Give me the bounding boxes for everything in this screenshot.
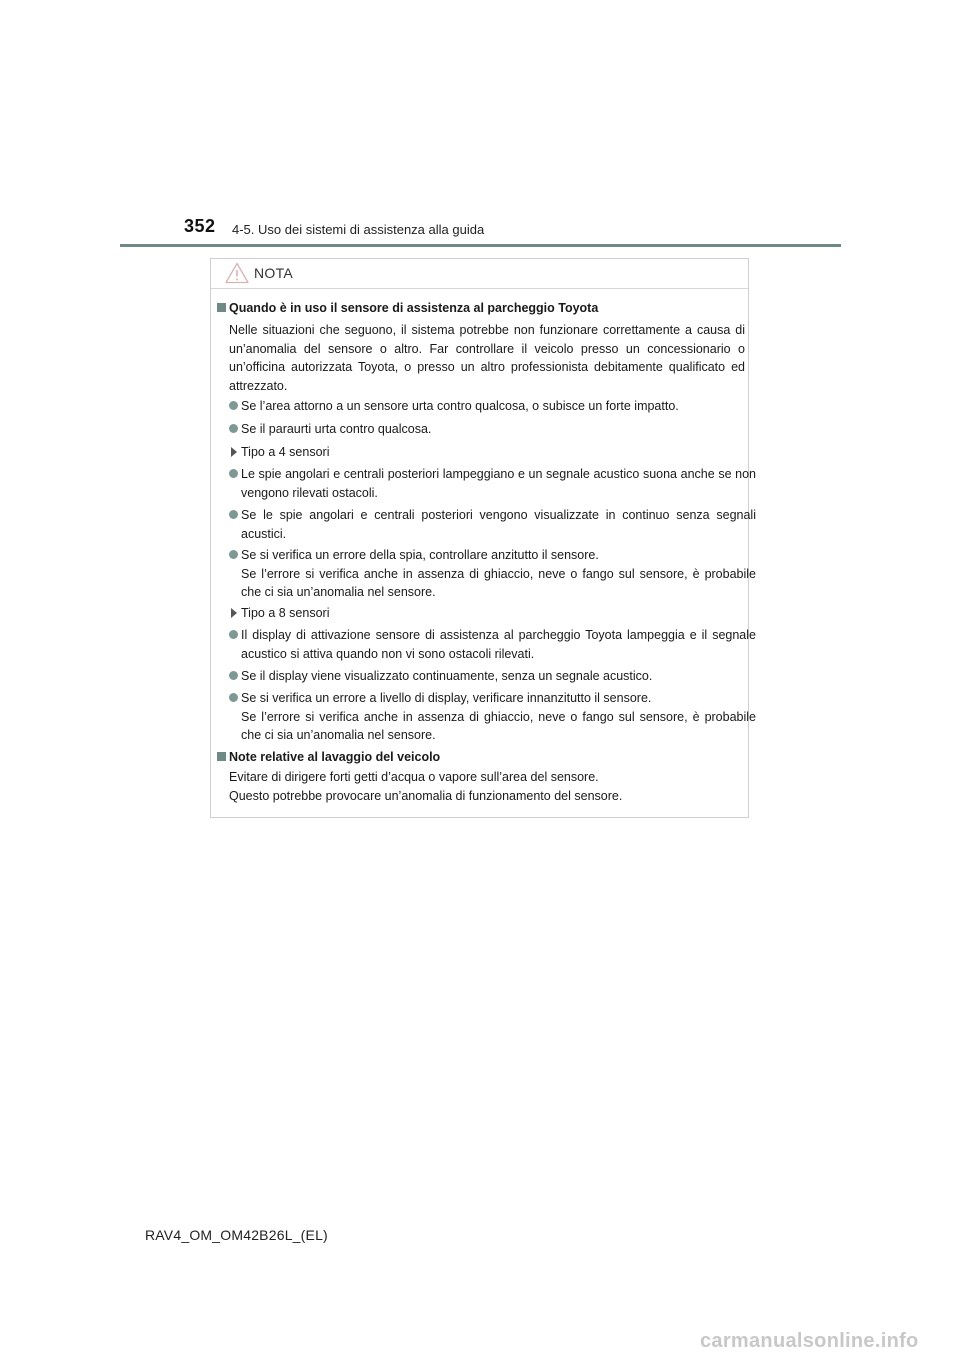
- list-item: Se l’area attorno a un sensore urta contro qualcosa, o subisce un forte impatto.: [229, 397, 756, 416]
- nota-header: [211, 259, 748, 289]
- section-1-title: Quando è in uso il sensore di assistenza al parcheggio Toyota: [217, 299, 745, 317]
- list-item: Le spie angolari e centrali posteriori lampeggiano e un segnale acustico suona anche se non vengono rilevati ostacoli.: [229, 465, 756, 502]
- nota-label: NOTA: [254, 265, 294, 281]
- bullet-dot-icon: [229, 401, 238, 410]
- list-item: Se si verifica un errore a livello di display, verificare innanzitutto il sensore. Se l’errore si verifica anche in assenza di ghiaccio, neve o fango sul sensore, è probabile che ci sia un’anomalia nel sensore.: [229, 689, 756, 745]
- manual-code: RAV4_OM_OM42B26L_(EL): [145, 1227, 328, 1243]
- square-bullet-icon: [217, 303, 226, 312]
- section-1: [217, 299, 745, 395]
- nota-box: [210, 258, 756, 818]
- watermark: carmanualsonline.info: [700, 1330, 919, 1352]
- warning-icon: [225, 262, 249, 284]
- page-number: 352: [184, 216, 216, 236]
- bullet-dot-icon: [229, 424, 238, 433]
- bullet-dot-icon: [229, 550, 238, 559]
- arrow-right-icon: [231, 608, 237, 618]
- list-item: Se si verifica un errore della spia, controllare anzitutto il sensore. Se l’errore si verifica anche in assenza di ghiaccio, neve o fango sul sensore, è probabile che ci sia un’anomalia nel sensore.: [229, 546, 756, 602]
- square-bullet-icon: [217, 752, 226, 761]
- section-2-title: Note relative al lavaggio del veicolo: [217, 748, 745, 766]
- type-8-label: Tipo a 8 sensori: [229, 604, 329, 622]
- list-item: Se le spie angolari e centrali posteriori vengono visualizzate in continuo senza segnali acustici.: [229, 506, 756, 543]
- bullet-dot-icon: [229, 693, 238, 702]
- bullet-dot-icon: [229, 510, 238, 519]
- type-4-label: Tipo a 4 sensori: [229, 443, 329, 461]
- section-title: 4-5. Uso dei sistemi di assistenza alla guida: [232, 222, 485, 237]
- section-2: [217, 748, 745, 805]
- arrow-right-icon: [231, 447, 237, 457]
- header-rule: [120, 244, 841, 247]
- section-1-intro: Nelle situazioni che seguono, il sistema potrebbe non funzionare correttamente a causa di un’anomalia del sensore o altro. Far controllare il veicolo presso un concessionario o un’officina autorizzata Toyota, o presso un altro professionista debitamente qualificato ed attrezzato.: [229, 323, 745, 393]
- section-2-text: Evitare di dirigere forti getti d’acqua o vapore sull’area del sensore. Questo potrebbe provocare un’anomalia di funzionamento del sensore.: [229, 770, 623, 803]
- bullet-dot-icon: [229, 469, 238, 478]
- bullet-dot-icon: [229, 671, 238, 680]
- bullet-dot-icon: [229, 630, 238, 639]
- list-item: Il display di attivazione sensore di assistenza al parcheggio Toyota lampeggia e il segnale acustico si attiva quando non vi sono ostacoli rilevati.: [229, 626, 756, 663]
- list-item: Se il paraurti urta contro qualcosa.: [229, 420, 756, 439]
- list-item: Se il display viene visualizzato continuamente, senza un segnale acustico.: [229, 667, 756, 686]
